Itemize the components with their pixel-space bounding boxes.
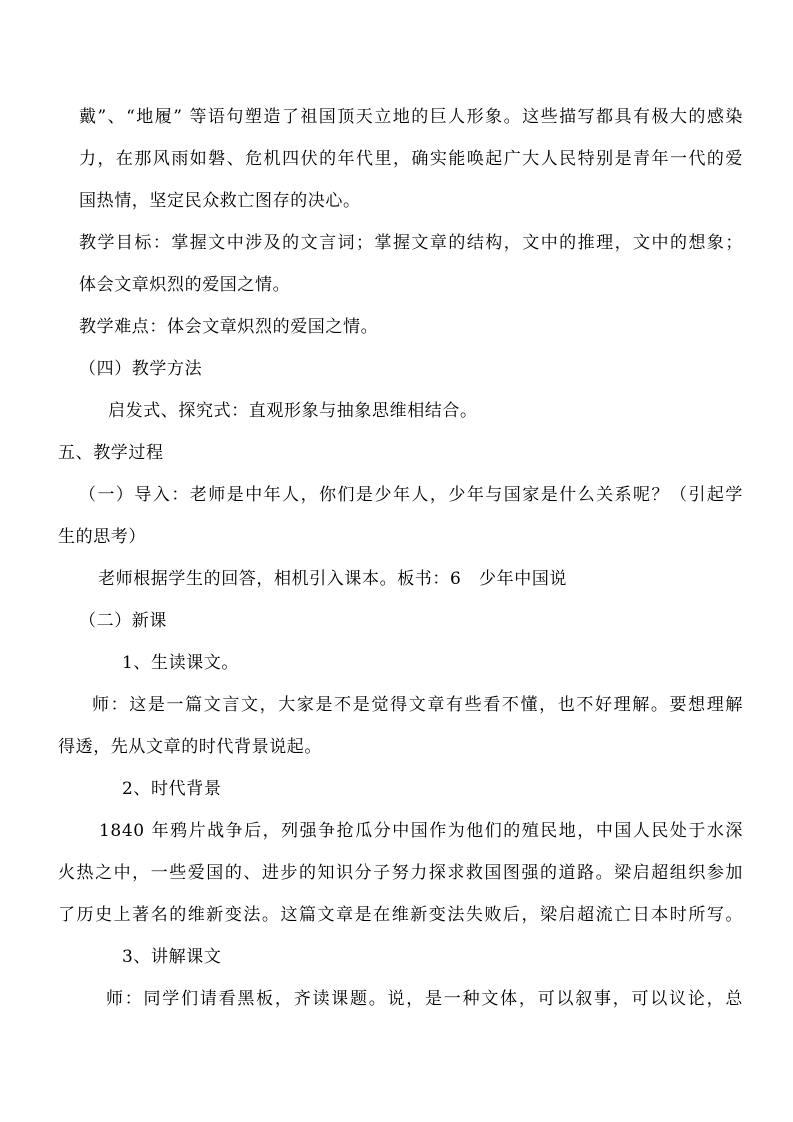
paragraph-line-2: 力，在那风雨如磐、危机四伏的年代里，确实能唤起广大人民特别是青年一代的爱 [79,149,743,169]
background-line-1: 1840 年鸦片战争后，列强争抢瓜分中国作为他们的殖民地，中国人民处于水深 [99,821,743,841]
teacher-speech-line-2: 得透，先从文章的时代背景说起。 [58,737,322,757]
blackboard-writing-line: 老师根据学生的回答，相机引入课本。板书：6 少年中国说 [98,569,568,589]
step-heading-background: 2、时代背景 [122,779,222,799]
step-heading-read-text: 1、生读课文。 [122,653,240,673]
teaching-difficulty: 教学难点：体会文章炽烈的爱国之情。 [79,317,379,337]
section-heading-teaching-method: （四）教学方法 [79,359,203,379]
teaching-goal-line-1: 教学目标：掌握文中涉及的文言词；掌握文章的结构，文中的推理，文中的想象； [79,233,743,253]
paragraph-line-1: 戴”、“地履” 等语句塑造了祖国顶天立地的巨人形象。这些描写都具有极大的感染 [79,107,743,127]
teacher-speech-line-3: 师：同学们请看黑板，齐读课题。说，是一种文体，可以叙事，可以议论，总 [106,989,743,1009]
teaching-goal-line-2: 体会文章炽烈的爱国之情。 [79,275,291,295]
introduction-line-1: （一）导入：老师是中年人，你们是少年人，少年与国家是什么关系呢？（引起学 [79,485,743,505]
step-heading-explain-text: 3、讲解课文 [122,947,222,967]
teaching-method-text: 启发式、探究式：直观形象与抽象思维相结合。 [108,401,478,421]
background-line-3: 了历史上著名的维新变法。这篇文章是在维新变法失败后，梁启超流亡日本时所写。 [58,905,743,925]
section-heading-teaching-process: 五、教学过程 [58,443,164,463]
introduction-line-2: 生的思考） [58,527,146,547]
paragraph-line-3: 国热情，坚定民众救亡图存的决心。 [79,191,361,211]
teacher-speech-line-1: 师：这是一篇文言文，大家是不是觉得文章有些看不懂，也不好理解。要想理解 [92,695,743,715]
background-line-2: 火热之中，一些爱国的、进步的知识分子努力探求救国图强的道路。梁启超组织参加 [58,863,743,883]
section-heading-new-lesson: （二）新课 [79,611,167,631]
